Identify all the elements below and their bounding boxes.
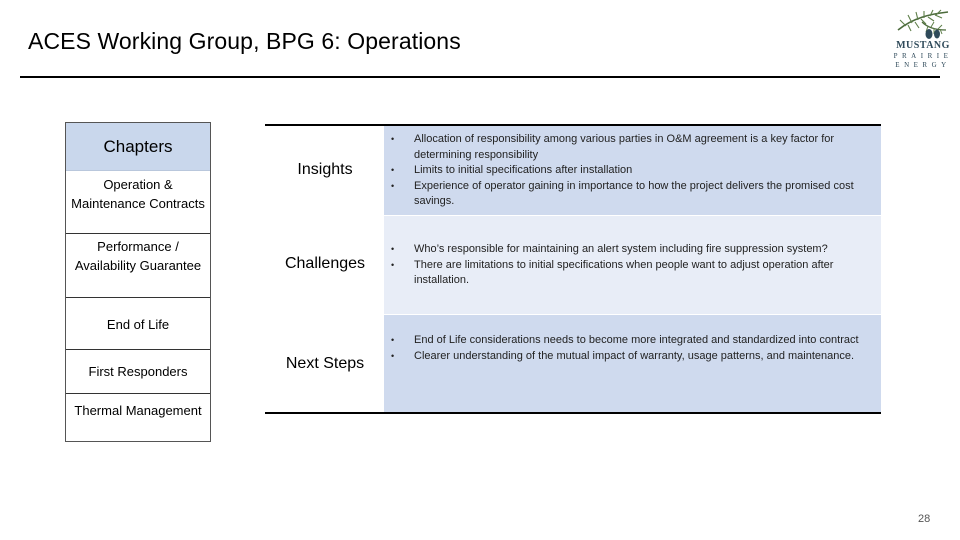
bullet-icon: •: [391, 244, 395, 254]
bullet-text: There are limitations to initial specifications when people want to adjust operation after installation.: [414, 258, 834, 286]
table-bottom-rule: [265, 412, 881, 414]
chapter-divider: [66, 233, 210, 234]
title-divider: [20, 76, 940, 78]
bullet-text: Limits to initial specifications after installation: [414, 164, 633, 176]
logo-text-energy: ENERGY: [895, 61, 951, 69]
table-top-rule: [265, 124, 881, 126]
slide-title: ACES Working Group, BPG 6: Operations: [28, 28, 461, 54]
bullet-icon: •: [391, 259, 395, 270]
logo-text-mustang: MUSTANG: [896, 40, 950, 51]
list-item: [391, 258, 873, 289]
bullet-icon: •: [391, 180, 395, 191]
bullet-icon: •: [391, 165, 395, 175]
list-item: [391, 349, 873, 365]
challenges-bullet-list: [391, 242, 873, 289]
row-label-next-steps: Next Steps: [285, 355, 365, 372]
pine-branch-icon: [888, 8, 958, 42]
chapter-divider: [66, 349, 210, 350]
list-item: [391, 132, 873, 163]
bullet-icon: •: [391, 134, 395, 144]
chapter-item-thermal-management[interactable]: Thermal Management: [74, 403, 202, 418]
bullet-text: Clearer understanding of the mutual impact of warranty, usage patterns, and maintenance.: [414, 349, 855, 362]
bullet-text: Allocation of responsibility among various parties in O&M agreement is a key factor for determining responsibility: [414, 133, 835, 161]
chapters-heading: Chapters: [66, 123, 210, 171]
table-row-divider: [265, 314, 881, 315]
row-label-challenges: Challenges: [284, 255, 366, 272]
bullet-icon: •: [391, 335, 395, 345]
bullet-text: Experience of operator gaining in importance to how the project delivers the promised cost savings.: [414, 179, 854, 207]
row-label-insights: Insights: [297, 161, 353, 178]
chapter-item-first-responders[interactable]: First Responders: [88, 364, 188, 379]
chapter-divider: [66, 393, 210, 394]
page-number: 28: [918, 513, 931, 525]
chapter-item-performance-guarantee[interactable]: Performance / Availability Guarantee: [74, 239, 202, 273]
list-item: [391, 242, 873, 258]
bullet-text: Who’s responsible for maintaining an alert system including fire suppression system?: [414, 243, 828, 255]
list-item: [391, 333, 873, 349]
next-steps-row-background: [384, 315, 881, 413]
next-steps-bullet-list: [391, 333, 873, 364]
chapter-divider: [66, 297, 210, 298]
chapter-item-om-contracts[interactable]: Operation & Maintenance Contracts: [71, 177, 205, 211]
bullet-icon: •: [391, 350, 395, 361]
chapters-panel: [65, 122, 211, 442]
list-item: [391, 179, 873, 210]
insights-bullet-list: [391, 132, 873, 210]
list-item: [391, 163, 873, 179]
logo-text-prairie: PRAIRIE: [893, 52, 953, 60]
bullet-text: End of Life considerations needs to become more integrated and standardized into contract: [414, 334, 859, 346]
company-logo: [888, 8, 958, 70]
chapter-item-end-of-life[interactable]: End of Life: [106, 317, 170, 332]
table-row-divider: [265, 215, 881, 216]
